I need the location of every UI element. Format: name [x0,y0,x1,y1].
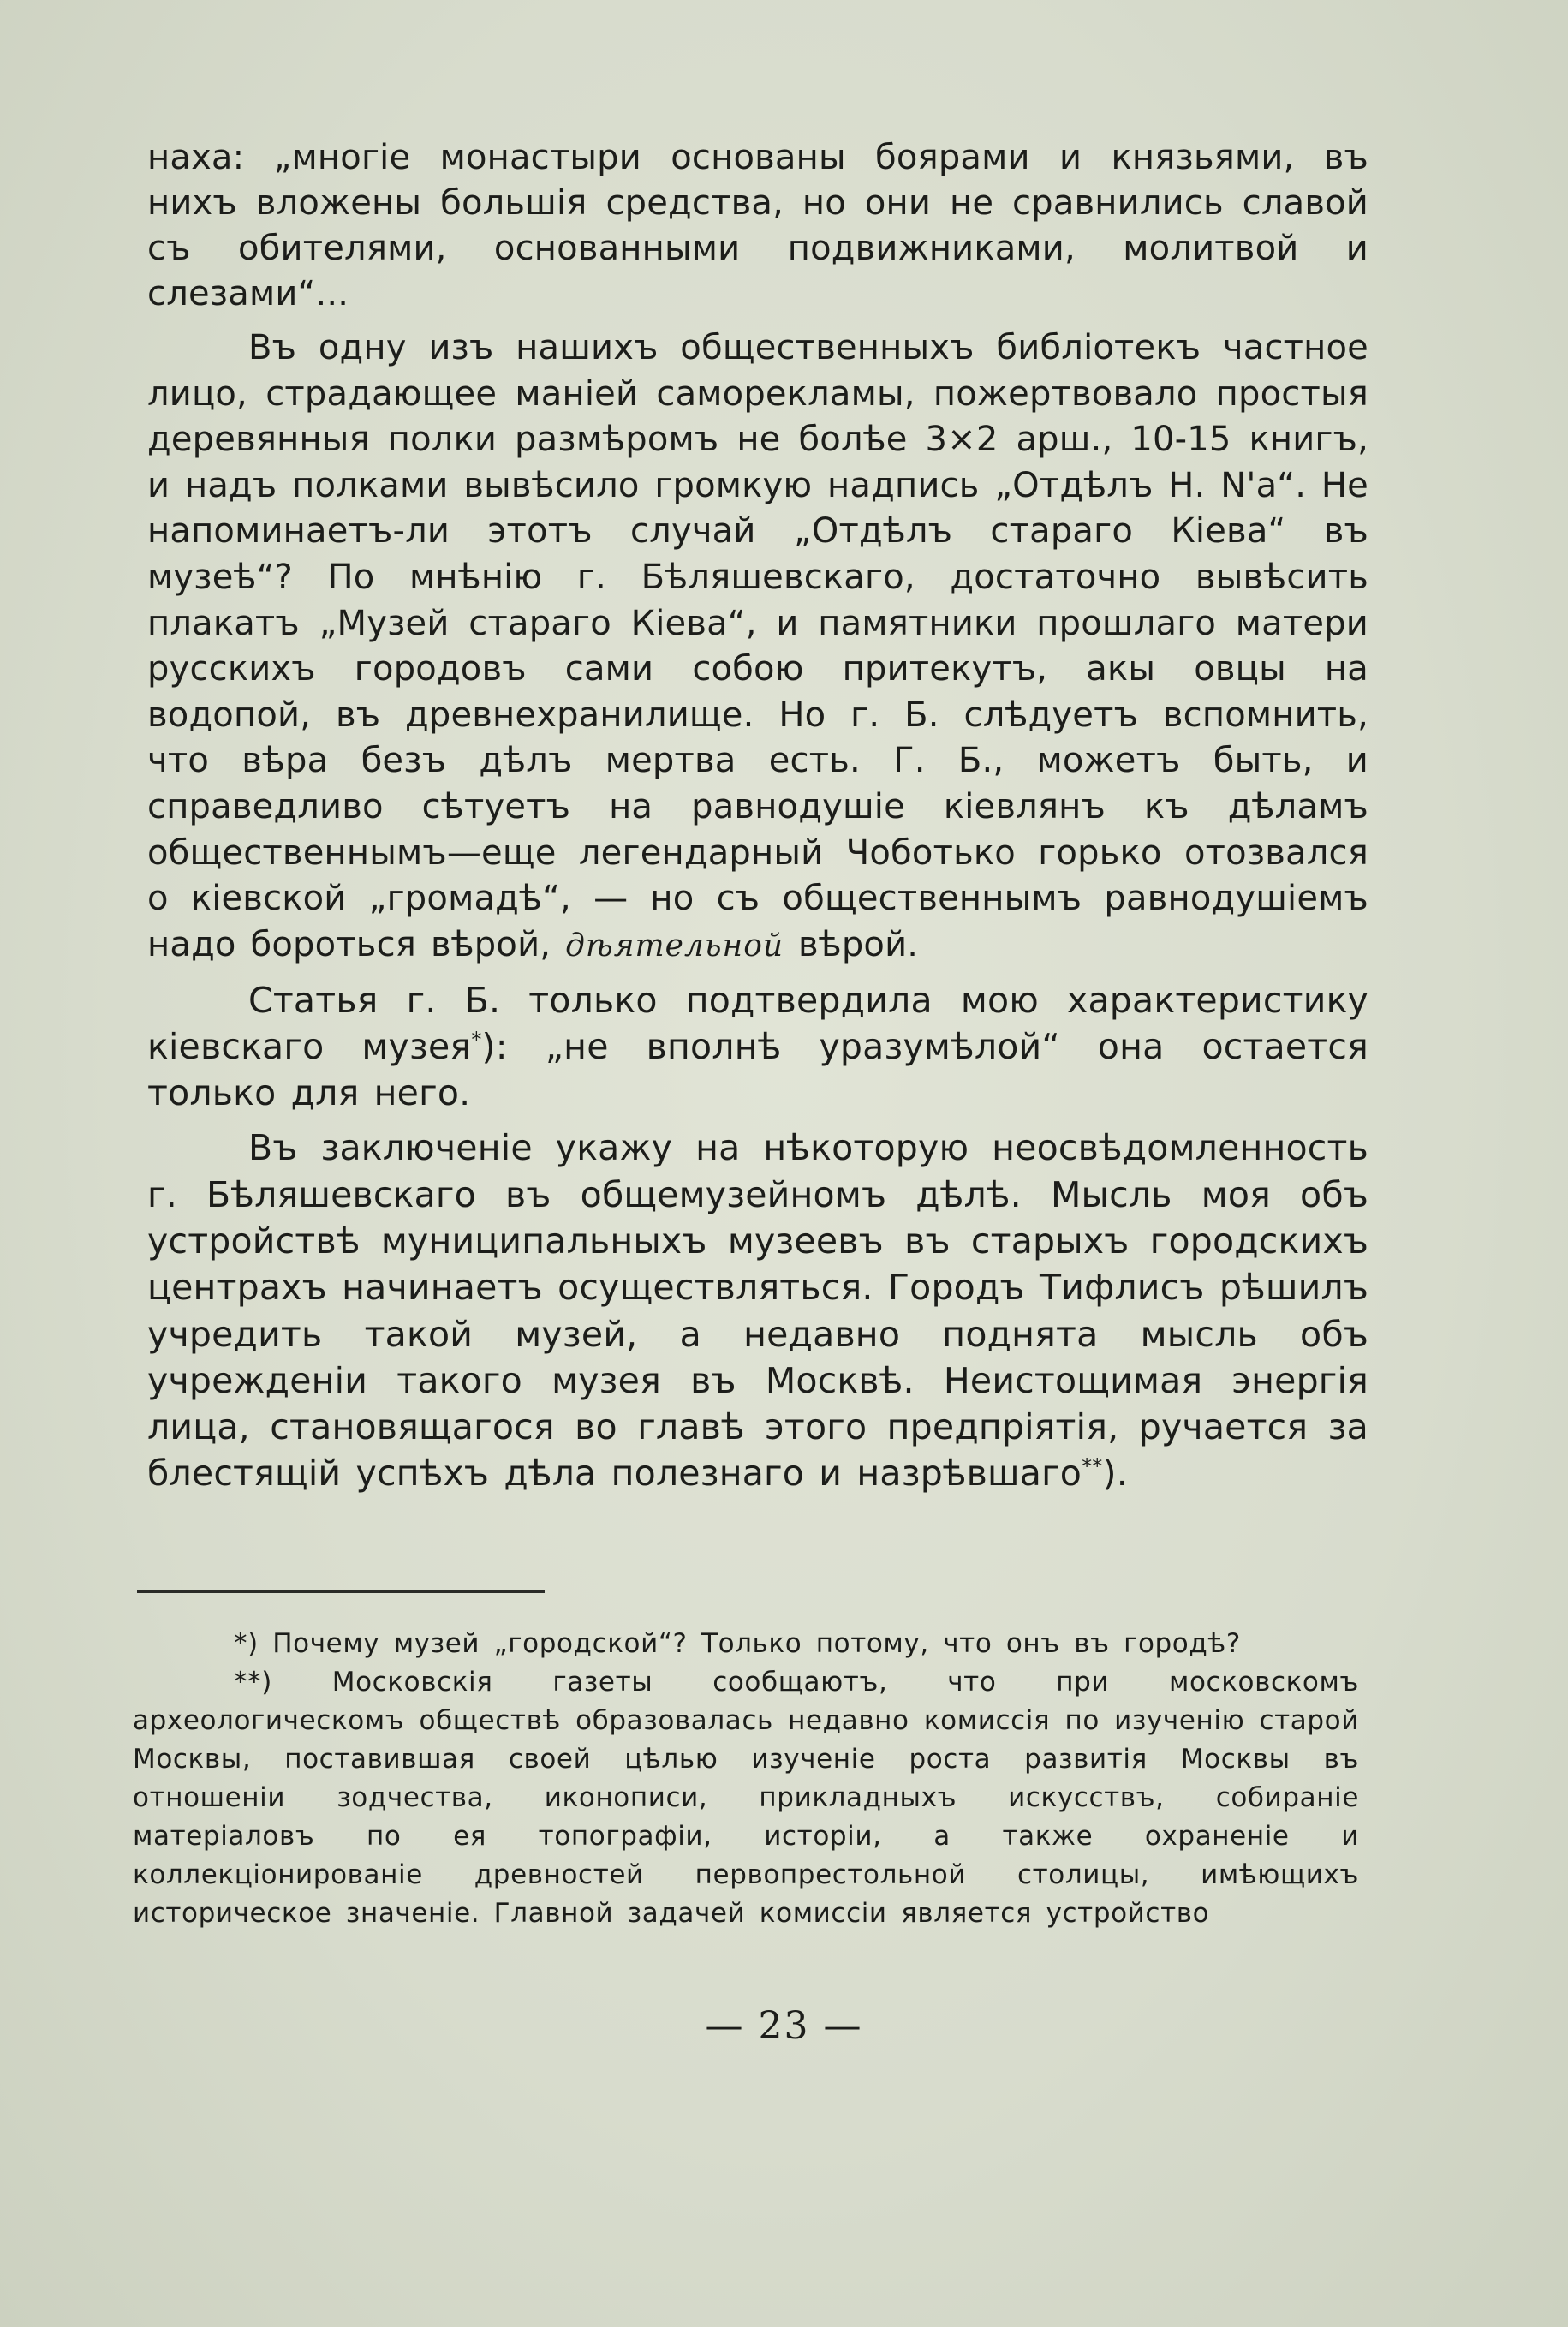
paragraph-text: Статья г. Б. только подтвердила мою характеристику кіевскаго музея [147,980,1368,1068]
paragraph-tail: вѣрой. [797,924,919,964]
main-text [147,135,1368,1506]
footnotes [133,1625,1359,1933]
footnote-2: **) Московскія газеты сообщаютъ, что при московскомъ археологическомъ обществѣ образовалась недавно комиссія по изученію старой Москвы, поставившая своей цѣлью изученіе роста развитія Москвы въ отношеніи зодчества, иконописи, прикладныхъ искусствъ, собираніе матеріаловъ по ея топографіи, исторіи, а также охраненіе и коллекціонированіе древностей первопрестольной столицы, имѣющихъ историческое значеніе. Главной задачей комиссіи является устройство [133,1667,1359,1929]
footnote-1: *) Почему музей „городской“? Только потому, что онъ въ городѣ? [234,1628,1241,1659]
footnote-divider [137,1590,545,1593]
paragraph-conclusion [147,1125,1368,1496]
paragraph-continuation [147,135,1368,317]
paragraph-text: наха: „многіе монастыри основаны боярами и князьями, въ нихъ вложены большія средства, но они не сравнились славой съ обителями, основанными подвижниками, молитвой и слезами“... [147,138,1368,313]
paragraph-text-after: ). [1102,1453,1128,1495]
italic-word: дѣятельной [565,928,784,964]
paragraph-library [147,325,1368,969]
paragraph-text: Въ одну изъ нашихъ общественныхъ библіотекъ частное лицо, страдающее маніей саморекламы, пожертвовало простыя деревянныя полки размѣромъ не болѣе 3×2 арш., 10-15 книгъ, и надъ полками вывѣсило громкую надпись „Отдѣлъ Н. N'а“. Не напоминаетъ-ли этотъ случай „Отдѣлъ стараго Кіева“ въ музеѣ“? По мнѣнію г. Бѣляшевскаго, достаточно вывѣсить плакатъ „Музей стараго Кіева“, и памятники прошлаго матери русскихъ городовъ сами собою притекутъ, акы овцы на водопой, въ древнехранилище. Но г. Б. слѣдуетъ вспомнить, что вѣра безъ дѣлъ мертва есть. Г. Б., можетъ быть, и справедливо сѣтуетъ на равнодушіе кіевлянъ къ дѣламъ общественнымъ—еще легендарный Чоботько горько отозвался о кіевской „громадѣ“, — но съ общественнымъ равнодушіемъ надо бороться вѣрой, [147,328,1368,964]
paragraph-text-after: ): „не вполнѣ уразумѣлой“ она остается только для него. [147,1026,1368,1114]
paragraph-article [147,977,1368,1116]
page-number: — 23 — [705,2004,863,2048]
footnote-mark[interactable]: * [471,1028,482,1053]
footnote-mark[interactable]: ** [1082,1454,1103,1479]
paragraph-text: Въ заключеніе укажу на нѣкоторую неосвѣдомленность г. Бѣляшевскаго въ общемузейномъ дѣлѣ. Мысль моя объ устройствѣ муниципальныхъ музеевъ въ старыхъ городскихъ центрахъ начинаетъ осуществляться. Городъ Тифлисъ рѣшилъ учредить такой музей, а недавно поднята мысль объ учрежденіи такого музея въ Москвѣ. Неистощимая энергія лица, становящагося во главѣ этого предпріятія, ручается за блестящій успѣхъ дѣла полезнаго и назрѣвшаго [147,1127,1368,1495]
